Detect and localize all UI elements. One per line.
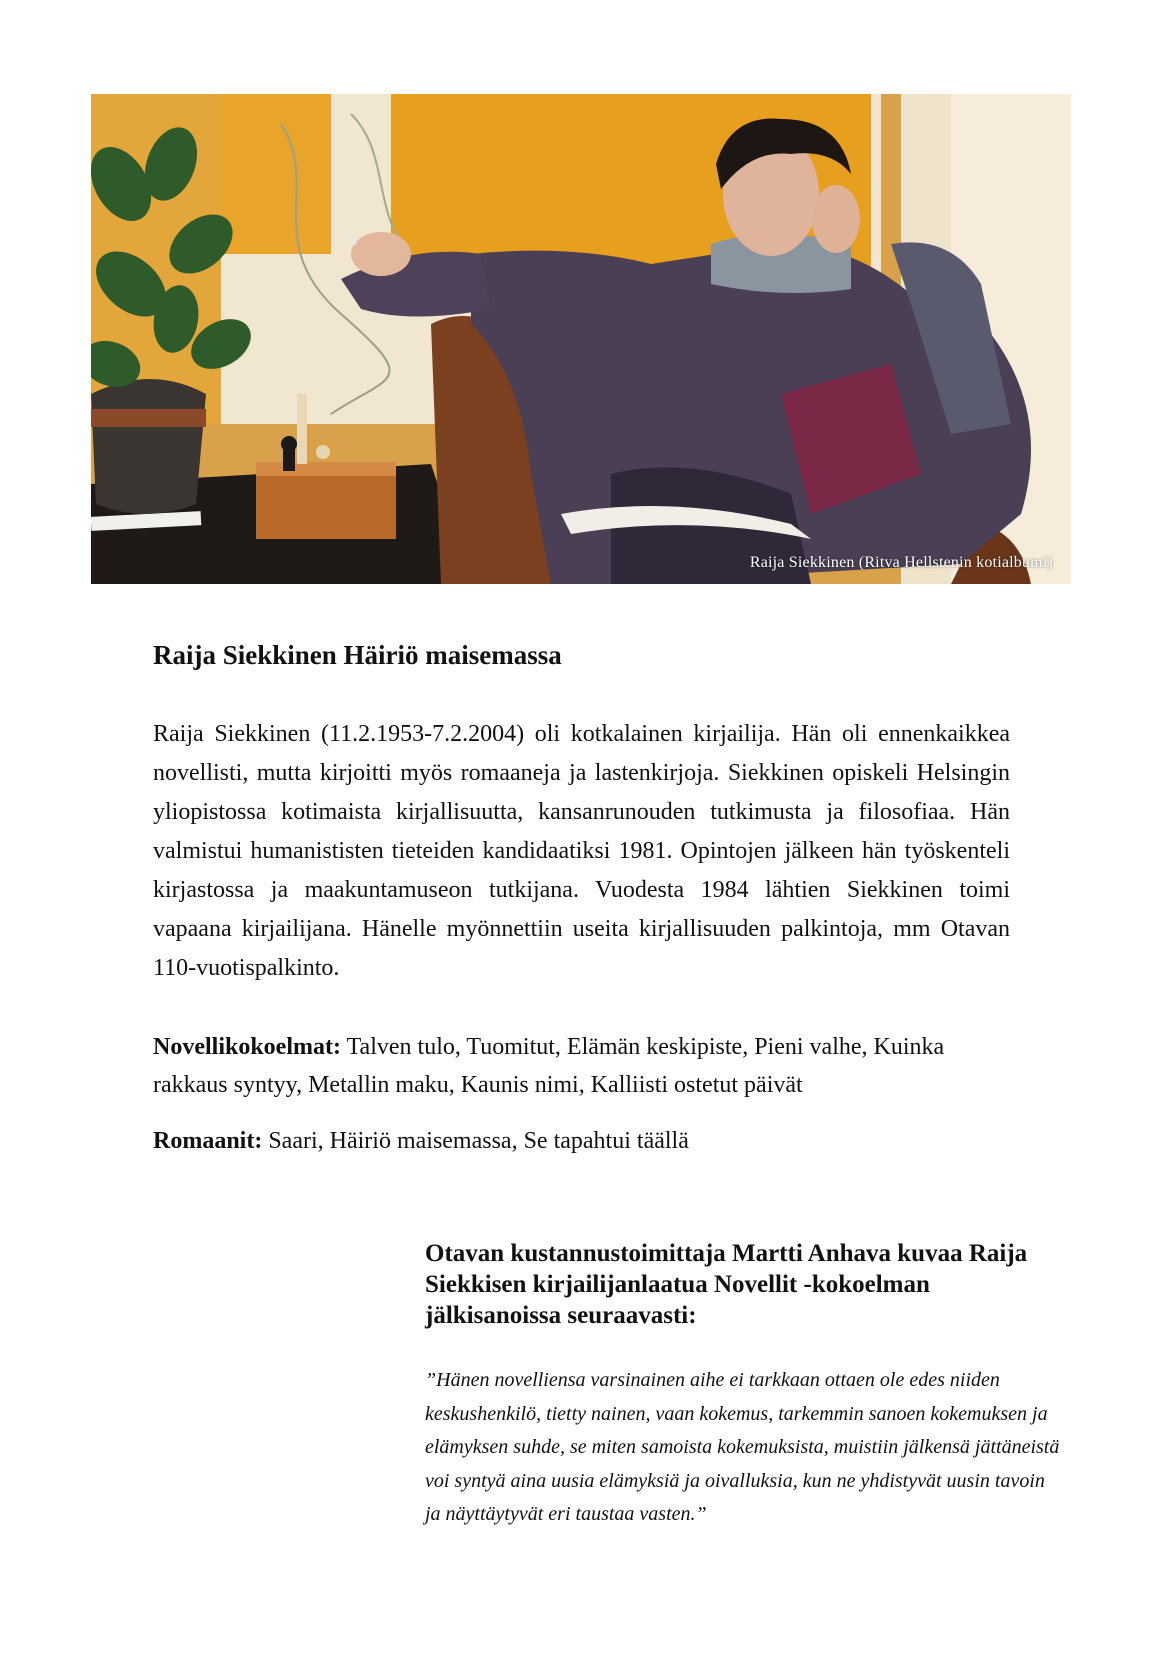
- novel-collections: [153, 1028, 1010, 1104]
- author-photo: [91, 94, 1071, 584]
- quote-text: ”Hänen novelliensa varsinainen aihe ei tarkkaan ottaen ole edes niiden keskushenkilö, tietty nainen, vaan kokemus, tarkemmin sanoen kokemuksen ja elämyksen suhde, se miten samoista kokemuksista, muistiin jälkensä jättäneistä voi syntyä aina uusia elämyksiä ja oivalluksia, kun ne yhdistyvät uusin tavoin ja näyttäytyvät eri taustaa vasten.”: [425, 1369, 1060, 1525]
- novels-list: Saari, Häiriö maisemassa, Se tapahtui täällä: [268, 1128, 689, 1154]
- novel-collections-list: Talven tulo, Tuomitut, Elämän keskipiste, Pieni valhe, Kuinka rakkaus syntyy, Metallin maku, Kaunis nimi, Kalliisti ostetut päivät: [153, 1034, 945, 1098]
- novel-collections-label: Novellikokoelmat:: [153, 1034, 341, 1060]
- novels-list-line: [153, 1122, 1010, 1160]
- photo-illustration: [91, 94, 1071, 584]
- novels-label: Romaanit:: [153, 1128, 263, 1154]
- photo-caption: Raija Siekkinen (Ritva Hellstenin kotialbumi): [749, 554, 1053, 571]
- biography-paragraph: Raija Siekkinen (11.2.1953-7.2.2004) oli kotkalainen kirjailija. Hän oli ennenkaikkea novellisti, mutta kirjoitti myös romaaneja ja lastenkirjoja. Siekkinen opiskeli Helsingin yliopistossa kotimaista kirjallisuutta, kansanrunouden tutkimusta ja filosofiaa. Hän valmistui humanististen tieteiden kandidaatiksi 1981. Opintojen jälkeen hän työskenteli kirjastossa ja maakuntamuseon tutkijana. Vuodesta 1984 lähtien Siekkinen toimi vapaana kirjailijana. Hänelle myönnettiin useita kirjallisuuden palkintoja, mm Otavan 110-vuotispalkinto.: [153, 721, 1010, 981]
- article-title: Raija Siekkinen Häiriö maisemassa: [153, 640, 562, 670]
- quote-heading: Otavan kustannustoimittaja Martti Anhava kuvaa Raija Siekkisen kirjailijanlaatua Novellit -kokoelman jälkisanoissa seuraavasti:: [425, 1240, 1028, 1329]
